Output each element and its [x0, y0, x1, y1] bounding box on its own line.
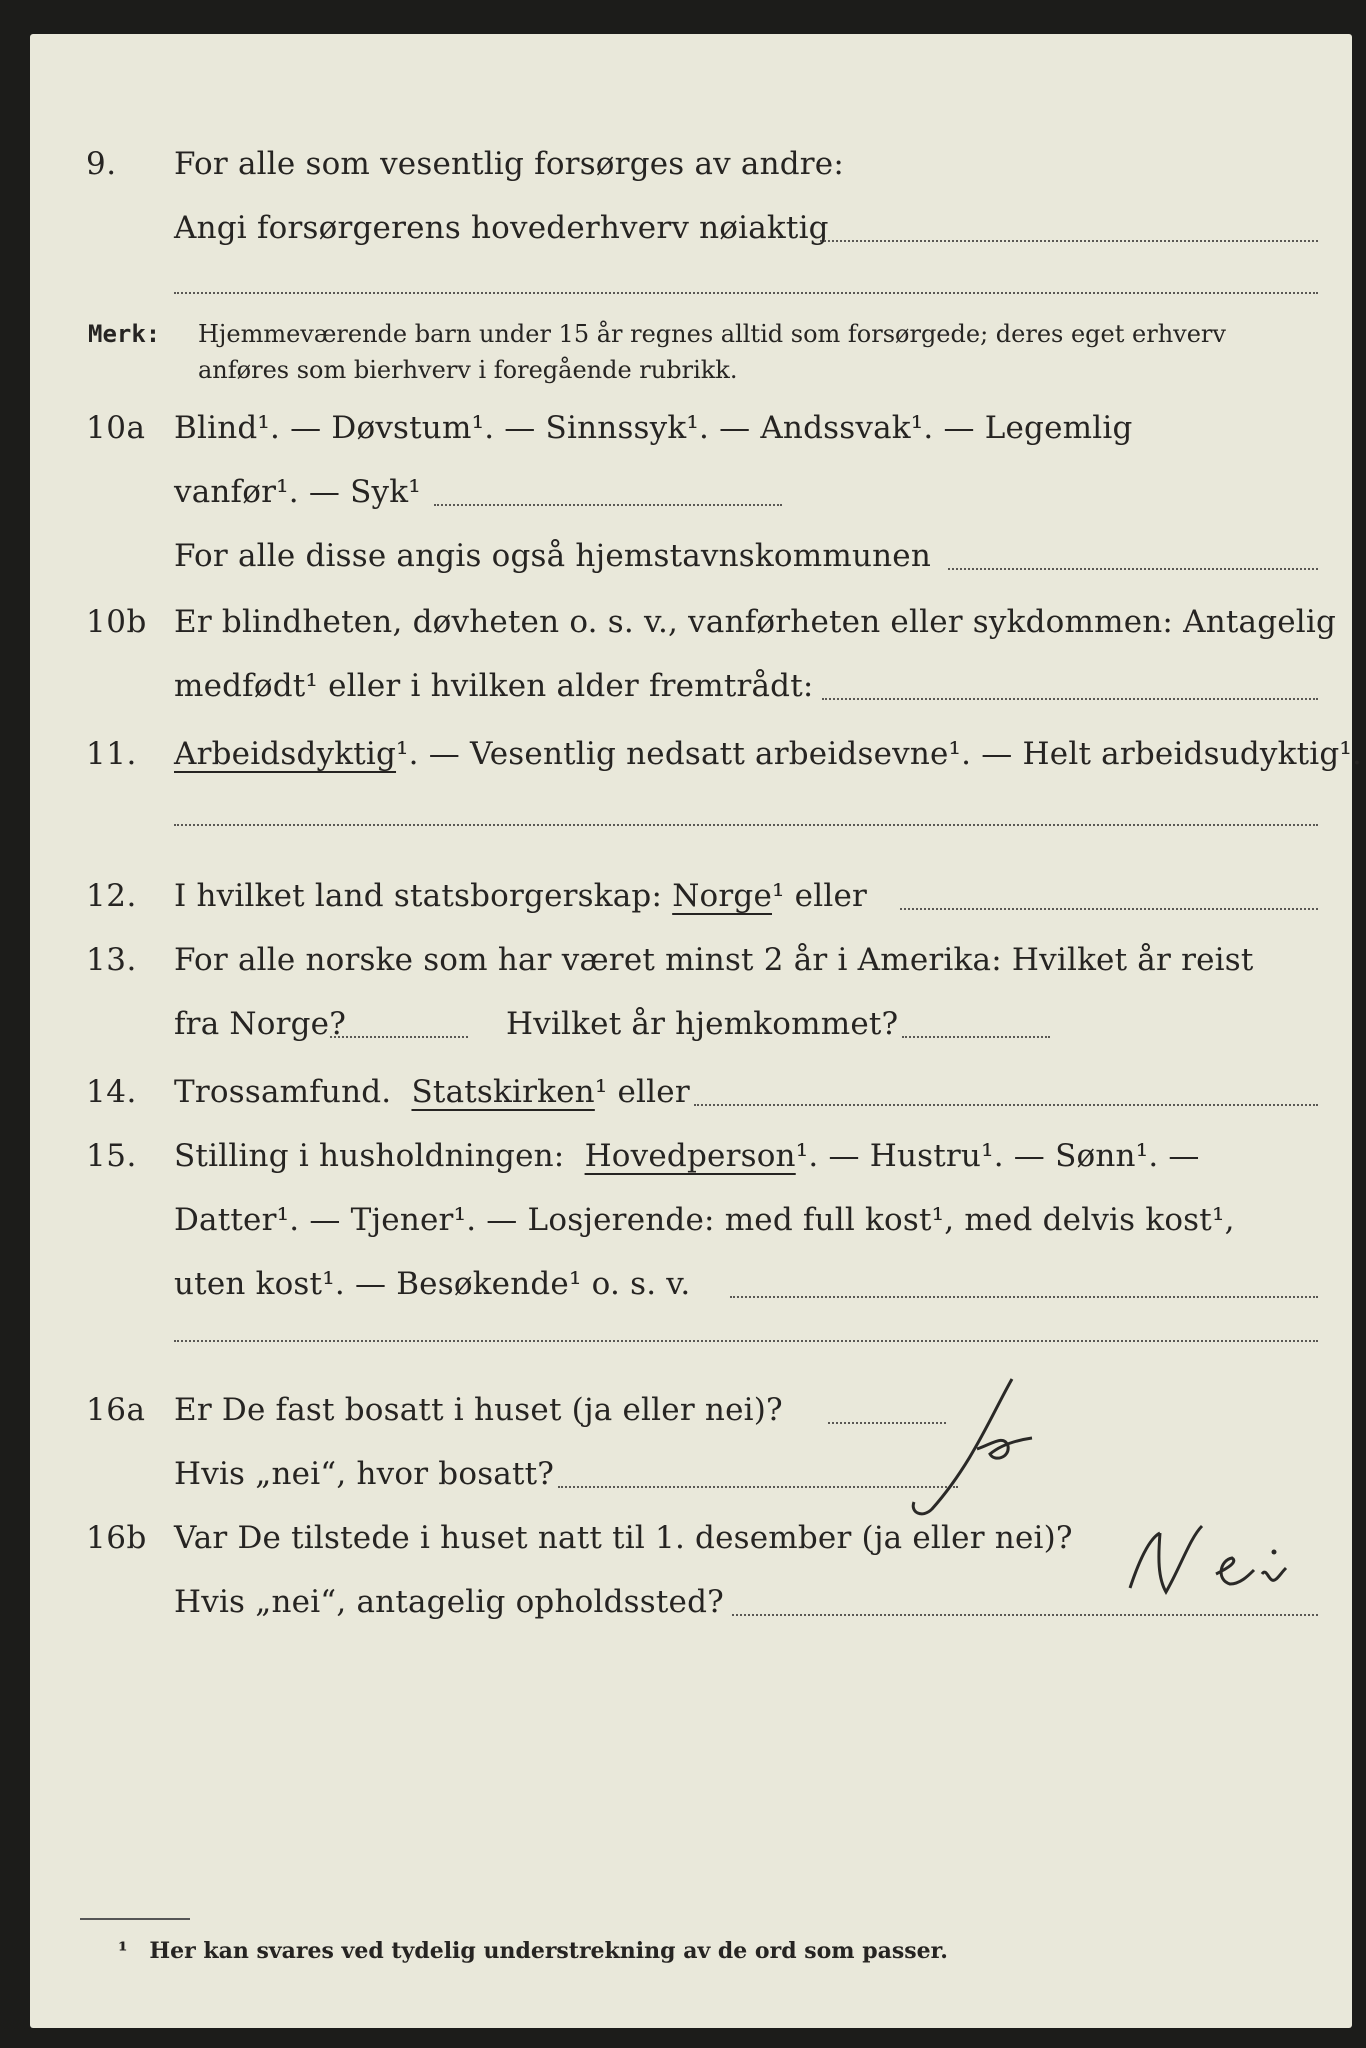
q16b-number: 16b [86, 1520, 147, 1556]
merk-row2 [30, 356, 1352, 404]
q11-option-arbeidsdyktig[interactable]: Arbeidsdyktig [174, 736, 397, 772]
q13-text-2b: Hvilket år hjemkommet? [506, 1006, 899, 1042]
q11-text [174, 736, 1362, 772]
q14-answer-line[interactable] [694, 1104, 1318, 1106]
q12-answer-line[interactable] [900, 908, 1318, 910]
merk-text-2: anføres som bierhverv i foregående rubrikk. [198, 356, 738, 384]
q14-question: Trossamfund. [174, 1074, 392, 1110]
q11-rest: ¹. — Vesentlig nedsatt arbeidsevne¹. — Helt arbeidsudyktig¹. [396, 736, 1363, 772]
q16a-row1 [30, 1392, 1352, 1440]
q13-text-2a: fra Norge? [174, 1006, 347, 1042]
q14-row [30, 1074, 1352, 1122]
q11-number: 11. [86, 736, 137, 772]
q15-question: Stilling i husholdningen: [174, 1138, 565, 1174]
q9-number: 9. [86, 146, 117, 182]
q16a-handwritten-answer [892, 1374, 1092, 1524]
footnote [118, 1938, 948, 1964]
q9-text-2: Angi forsørgerens hovederhverv nøiaktig [174, 210, 829, 246]
q16b-text-2: Hvis „nei“, antagelig opholdssted? [174, 1584, 724, 1620]
q12-option-norge[interactable]: Norge [672, 878, 772, 914]
q15-number: 15. [86, 1138, 137, 1174]
q13-row2 [30, 1006, 1352, 1054]
q10b-answer-line[interactable] [822, 698, 1318, 700]
q10a-text: Blind¹. — Døvstum¹. — Sinnssyk¹. — Andssvak¹. — Legemlig [174, 410, 1133, 446]
q10a-hometown-line[interactable] [948, 568, 1318, 570]
q9-answer-line-2[interactable] [174, 292, 1318, 294]
q15-option-hovedperson[interactable]: Hovedperson [584, 1138, 796, 1174]
q9-answer-line[interactable] [820, 240, 1318, 242]
footnote-text: Her kan svares ved tydelig understrekning av de ord som passer. [149, 1938, 948, 1964]
census-form-page [30, 34, 1363, 2028]
q15-row1 [30, 1138, 1352, 1186]
q10a-row2 [30, 474, 1352, 522]
q10a-text-3: For alle disse angis også hjemstavnskommunen [174, 538, 931, 574]
q13-return-line[interactable] [902, 1036, 1050, 1038]
q10b-text-2: medfødt¹ eller i hvilken alder fremtrådt: [174, 668, 814, 704]
q12-question: I hvilket land statsborgerskap: [174, 878, 663, 914]
q15-answer-line-2[interactable] [174, 1340, 1318, 1342]
q15-rest: ¹. — Hustru¹. — Sønn¹. — [795, 1138, 1200, 1174]
q16b-text: Var De tilstede i huset natt til 1. desember (ja eller nei)? [174, 1520, 1073, 1556]
q14-number: 14. [86, 1074, 137, 1110]
q15-text [174, 1138, 1200, 1174]
q16a-text-2: Hvis „nei“, hvor bosatt? [174, 1456, 555, 1492]
q12-row [30, 878, 1352, 926]
q16b-handwritten-answer [1120, 1518, 1340, 1608]
q11-answer-line[interactable] [174, 824, 1318, 826]
footnote-rule [80, 1918, 190, 1920]
q10a-text-2: vanfør¹. — Syk¹ [174, 474, 421, 510]
q16a-row2 [30, 1456, 1352, 1504]
q16a-number: 16a [86, 1392, 146, 1428]
q14-option-statskirken[interactable]: Statskirken [411, 1074, 595, 1110]
footnote-mark: ¹ [118, 1938, 128, 1964]
merk-text: Hjemmeværende barn under 15 år regnes alltid som forsørgede; deres eget erhverv [198, 320, 1226, 348]
q10b-row1 [30, 604, 1352, 652]
q12-post: ¹ eller [772, 878, 868, 914]
merk-label: Merk: [88, 320, 161, 348]
q10b-number: 10b [86, 604, 147, 640]
q15-text-3: uten kost¹. — Besøkende¹ o. s. v. [174, 1266, 691, 1302]
q12-text [174, 878, 867, 914]
q16b-whereabouts-line[interactable] [732, 1614, 1318, 1616]
q10a-answer-line[interactable] [434, 504, 782, 506]
q15-answer-line[interactable] [730, 1296, 1318, 1298]
q15-row3 [30, 1266, 1352, 1314]
q15-text-2: Datter¹. — Tjener¹. — Losjerende: med full kost¹, med delvis kost¹, [174, 1202, 1235, 1238]
q16a-text: Er De fast bosatt i huset (ja eller nei)? [174, 1392, 783, 1428]
q10a-row3 [30, 538, 1352, 586]
q10a-number: 10a [86, 410, 146, 446]
q16a-handwriting-svg [892, 1374, 1092, 1524]
q10b-text: Er blindheten, døvheten o. s. v., vanførheten eller sykdommen: Antagelig [174, 604, 1337, 640]
q13-text: For alle norske som har været minst 2 år i Amerika: Hvilket år reist [174, 942, 1254, 978]
q13-departure-line[interactable] [330, 1036, 468, 1038]
q11-row1 [30, 736, 1363, 784]
q13-number: 13. [86, 942, 137, 978]
q14-text [174, 1074, 690, 1110]
q14-post: ¹ eller [594, 1074, 690, 1110]
q9-row1 [30, 146, 1352, 194]
q10b-row2 [30, 668, 1352, 716]
q9-row2 [30, 210, 1352, 258]
q15-row2 [30, 1202, 1352, 1250]
q10a-row1 [30, 410, 1352, 458]
q12-number: 12. [86, 878, 137, 914]
q9-text: For alle som vesentlig forsørges av andre: [174, 146, 844, 182]
q16b-handwriting-svg [1120, 1518, 1340, 1608]
q13-row1 [30, 942, 1352, 990]
